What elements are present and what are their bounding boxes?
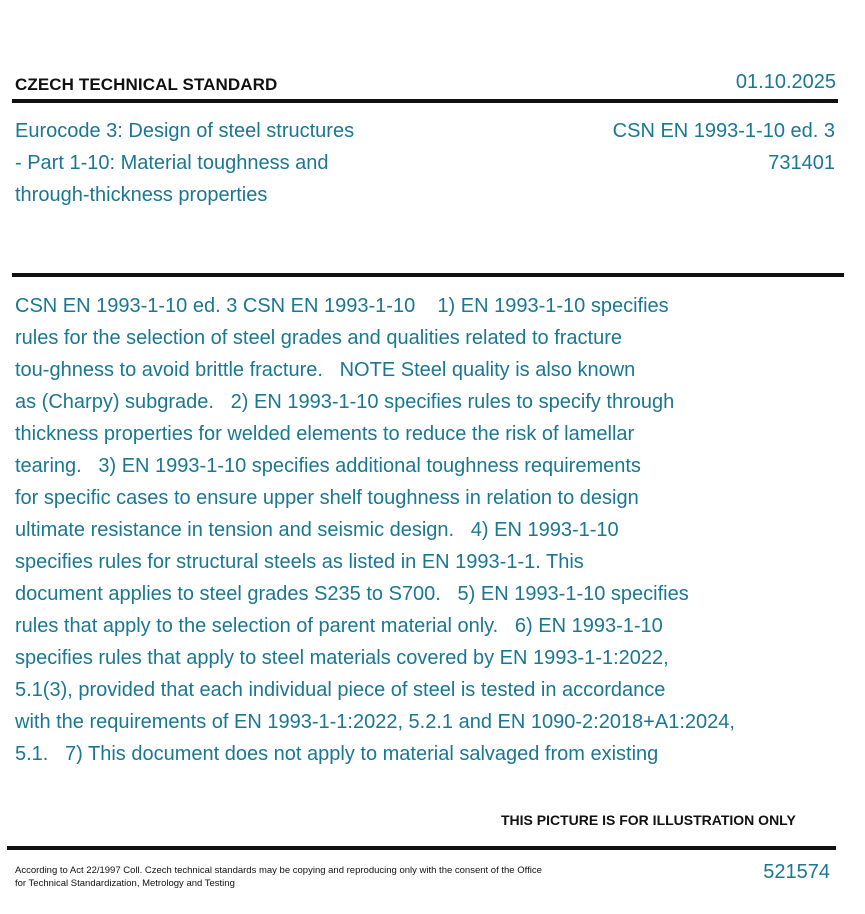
text-line: tou-ghness to avoid brittle fracture. NOTE Steel quality is also known [15,359,636,381]
text-line: document applies to steel grades S235 to S700. 5) EN 1993-1-10 specifies [15,583,689,605]
footer-number: 521574 [763,861,830,883]
text-line: with the requirements of EN 1993-1-1:2022, 5.2.1 and EN 1090-2:2018+A1:2024, [15,711,735,733]
text-line: specifies rules for structural steels as listed in EN 1993-1-1. This [15,551,584,573]
text-line: ultimate resistance in tension and seismic design. 4) EN 1993-1-10 [15,519,619,541]
illustration-note: THIS PICTURE IS FOR ILLUSTRATION ONLY [501,812,796,828]
publication-date: 01.10.2025 [735,71,836,93]
text-line: as (Charpy) subgrade. 2) EN 1993-1-10 specifies rules to specify through [15,391,675,413]
text-line: for specific cases to ensure upper shelf toughness in relation to design [15,487,639,509]
legal-line: for Technical Standardization, Metrology and Testing [15,878,235,889]
text-line: 5.1(3), provided that each individual piece of steel is tested in accordance [15,679,666,701]
text-line: thickness properties for welded elements to reduce the risk of lamellar [15,423,635,445]
text-line: 5.1. 7) This document does not apply to material salvaged from existing [15,743,659,765]
text-line: CSN EN 1993-1-10 ed. 3 CSN EN 1993-1-10 1) EN 1993-1-10 specifies [15,295,669,317]
document-title [15,115,435,211]
standard-type-title: CZECH TECHNICAL STANDARD [15,75,278,94]
header-divider [12,99,838,103]
document-identifier [613,115,835,179]
standard-number: 731401 [768,152,835,174]
legal-line: According to Act 22/1997 Coll. Czech technical standards may be copying and reproducing only with the consent of the Office [15,865,542,876]
document-title-line: through-thickness properties [15,184,268,206]
legal-notice [15,864,595,890]
text-line: rules for the selection of steel grades and qualities related to fracture [15,327,623,349]
standard-code: CSN EN 1993-1-10 ed. 3 [612,120,835,142]
document-title-line: - Part 1-10: Material toughness and [15,152,329,174]
text-line: specifies rules that apply to steel materials covered by EN 1993-1-1:2022, [15,647,669,669]
content-divider [12,273,844,277]
text-line: tearing. 3) EN 1993-1-10 specifies additional toughness requirements [15,455,641,477]
footer-divider [7,846,836,850]
text-line: rules that apply to the selection of parent material only. 6) EN 1993-1-10 [15,615,663,637]
abstract-text [15,290,805,770]
document-title-line: Eurocode 3: Design of steel structures [15,120,355,142]
